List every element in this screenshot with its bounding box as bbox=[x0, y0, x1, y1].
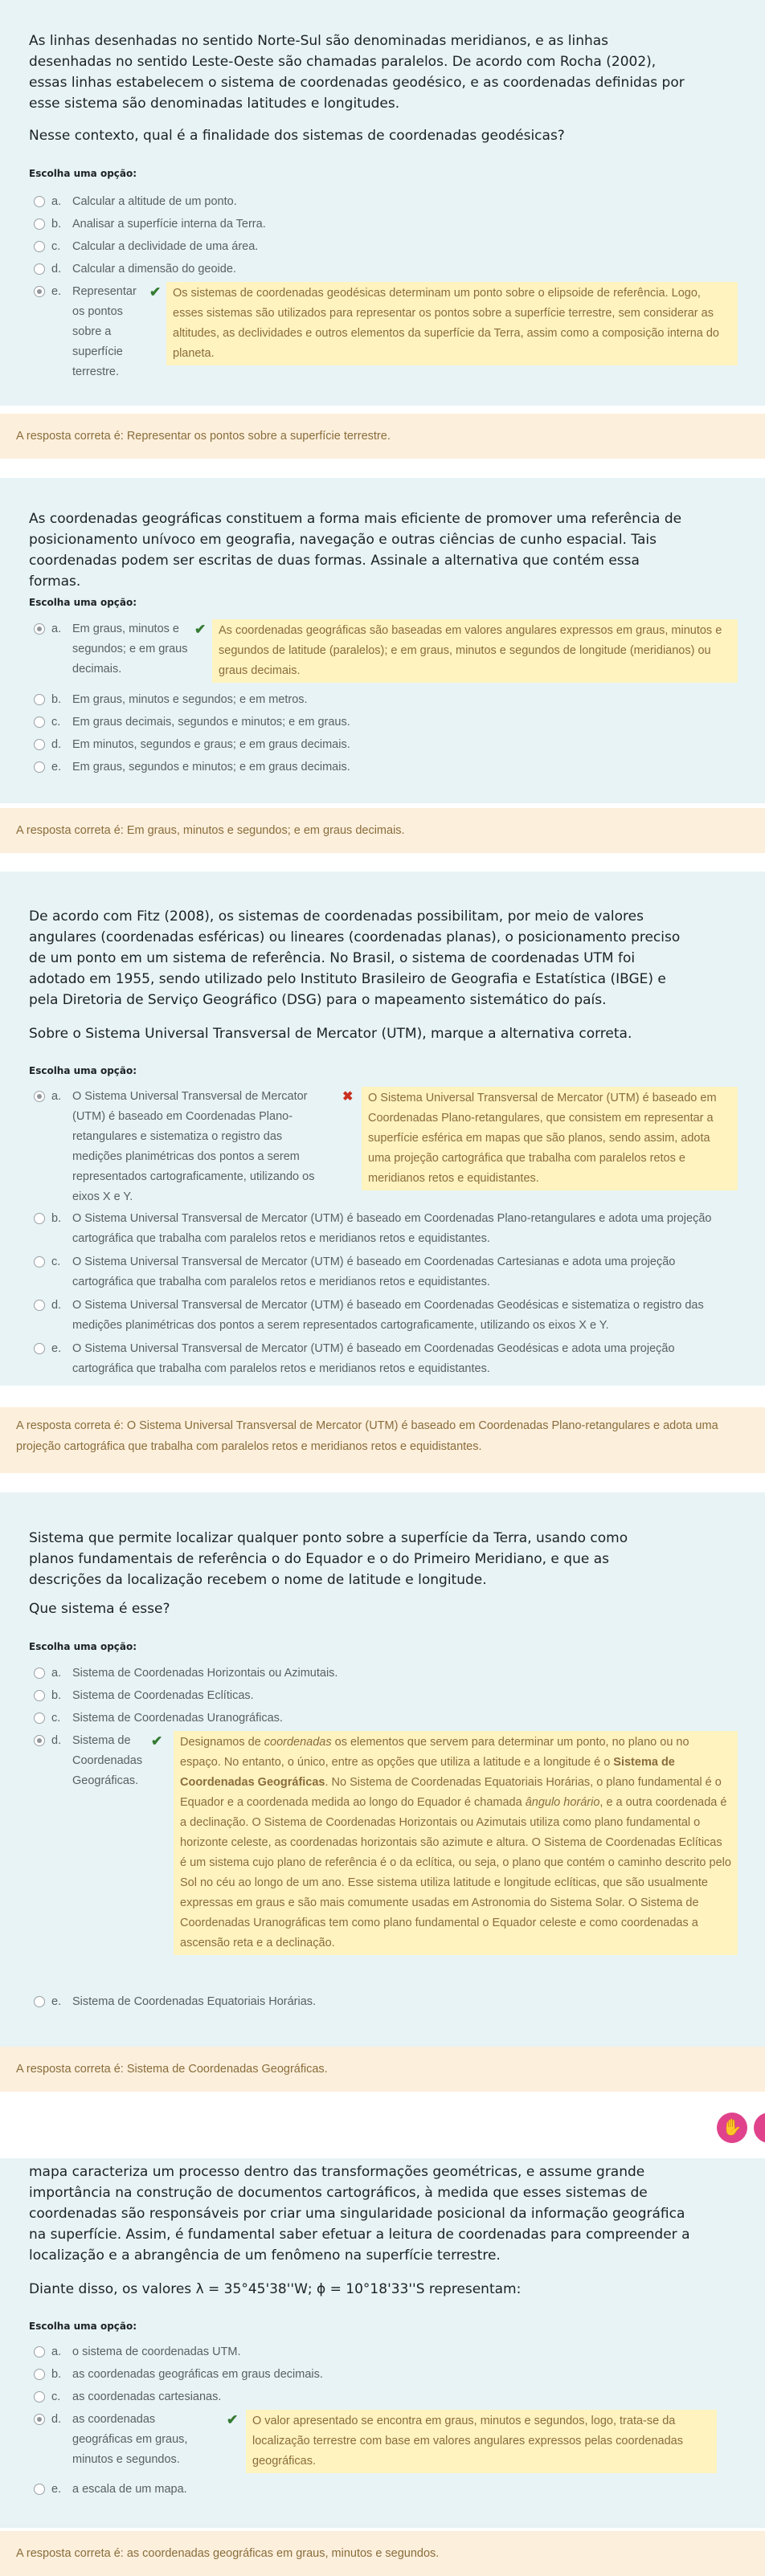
answer-prompt: Escolha uma opção: bbox=[29, 597, 137, 608]
sticky-navbar bbox=[0, 2094, 765, 2158]
radio-button[interactable] bbox=[34, 1996, 45, 2007]
answer-option-a[interactable] bbox=[0, 1087, 723, 1207]
option-text: Sistema de Coordenadas Horizontais ou Azimutais. bbox=[72, 1667, 338, 1680]
option-text: Em graus, minutos e segundos; e em graus decimais. bbox=[72, 623, 188, 676]
answer-prompt: Escolha uma opção: bbox=[29, 2321, 137, 2332]
option-letter: c. bbox=[51, 240, 61, 253]
option-letter: a. bbox=[51, 195, 62, 208]
option-feedback: Os sistemas de coordenadas geodésicas determinam um ponto sobre o elipsoide de referência. Logo, esses sistemas são utilizados para representar os pontos sobre a superfície terrestre, sem considerar as altitudes, as declividades e outros elementos da superfície da Terra, assim como a composição interna do planeta. bbox=[166, 282, 738, 365]
answer-option-e[interactable] bbox=[0, 282, 723, 382]
option-text: Sistema de Coordenadas Eclíticas. bbox=[72, 1689, 254, 1702]
option-text: Calcular a altitude de um ponto. bbox=[72, 195, 237, 208]
feedback-emphasis: coordenadas bbox=[264, 1736, 332, 1749]
option-text: Em minutos, segundos e graus; e em graus decimais. bbox=[72, 738, 350, 751]
answer-option-e[interactable] bbox=[0, 1992, 723, 2012]
radio-button[interactable] bbox=[34, 739, 45, 750]
question-5-formulation bbox=[0, 2158, 765, 2528]
option-text: Calcular a declividade de uma área. bbox=[72, 240, 259, 253]
answer-option-b[interactable] bbox=[0, 1209, 723, 1251]
option-letter: a. bbox=[51, 1090, 62, 1103]
feedback-emphasis: ângulo horário bbox=[525, 1796, 600, 1809]
answer-option-b[interactable] bbox=[0, 2365, 723, 2385]
option-text: as coordenadas geográficas em graus decimais. bbox=[72, 2368, 323, 2381]
option-text: O Sistema Universal Transversal de Mercator (UTM) é baseado em Coordenadas Geodésicas e sistematiza o registro das medições planimétricas dos pontos a serem representados cartograficamente, utilizando os eixos X e Y. bbox=[72, 1299, 704, 1332]
answer-prompt: Escolha uma opção: bbox=[29, 1065, 137, 1076]
option-letter: b. bbox=[51, 1689, 62, 1702]
right-answer-q3: A resposta correta é: O Sistema Universal Transversal de Mercator (UTM) é baseado em Coordenadas Plano-retangulares e adota uma projeção cartográfica que trabalha com paralelos retos e meridianos retos e equidistantes. bbox=[0, 1407, 765, 1473]
incorrect-cross-icon: ✖ bbox=[342, 1090, 354, 1104]
feedback-part: . No Sistema de Coordenadas Equatoriais Horárias, o plano fundamental é o Equador e a coordenada medida ao longo do Equador é chamada bbox=[180, 1776, 722, 1809]
radio-button[interactable] bbox=[34, 1713, 45, 1724]
option-letter: d. bbox=[51, 1299, 62, 1312]
option-letter: e. bbox=[51, 761, 62, 774]
answer-prompt: Escolha uma opção: bbox=[29, 168, 137, 179]
answer-option-c[interactable] bbox=[0, 237, 723, 257]
answer-option-a[interactable] bbox=[0, 2342, 723, 2362]
radio-button[interactable] bbox=[34, 1668, 45, 1679]
feedback-strong: Sistema de Coordenadas Geográficas bbox=[180, 1756, 675, 1789]
answer-option-e[interactable] bbox=[0, 2480, 723, 2500]
right-answer-q1: A resposta correta é: Representar os pontos sobre a superfície terrestre. bbox=[0, 414, 765, 459]
radio-button[interactable] bbox=[34, 1213, 45, 1224]
radio-button[interactable] bbox=[34, 1256, 45, 1268]
option-letter: e. bbox=[51, 1995, 62, 2008]
option-text: Em graus, segundos e minutos; e em graus decimais. bbox=[72, 761, 350, 774]
answer-option-d[interactable] bbox=[0, 1296, 723, 1337]
option-letter: b. bbox=[51, 218, 62, 231]
radio-button[interactable] bbox=[34, 716, 45, 728]
question-3-formulation bbox=[0, 872, 765, 1386]
option-feedback bbox=[174, 1731, 738, 1955]
radio-button[interactable] bbox=[34, 1690, 45, 1701]
right-answer-q4: A resposta correta é: Sistema de Coordenadas Geográficas. bbox=[0, 2047, 765, 2092]
question-2-formulation bbox=[0, 478, 765, 803]
question-1-text: As linhas desenhadas no sentido Norte-Sul são denominadas meridianos, e as linhas desenhadas no sentido Leste-Oeste são chamadas paralelos. De acordo com Rocha (2002), essas linhas estabelecem o sistema de coordenadas geodésico, e as coordenadas definidas por esse sistema são denominadas latitudes e longitudes. bbox=[29, 33, 685, 112]
radio-button[interactable] bbox=[34, 1343, 45, 1354]
option-letter: b. bbox=[51, 1212, 62, 1225]
option-text: Sistema de Coordenadas Geográficas. bbox=[72, 1734, 143, 1787]
answer-option-c[interactable] bbox=[0, 1252, 723, 1294]
answer-option-e[interactable] bbox=[0, 1339, 723, 1381]
radio-button[interactable] bbox=[34, 2369, 45, 2380]
option-letter: a. bbox=[51, 2345, 62, 2358]
option-letter: e. bbox=[51, 2483, 62, 2496]
question-5-prompt: Diante disso, os valores λ = 35°45'38''W; ϕ = 10°18'33''S representam: bbox=[29, 2281, 522, 2297]
option-letter: d. bbox=[51, 263, 62, 276]
option-feedback: As coordenadas geográficas são baseadas em valores angulares expressos em graus, minutos e segundos de latitude (paralelos); e em graus, minutos e segundos de longitude (meridianos) ou graus decimais. bbox=[212, 619, 738, 683]
option-letter: d. bbox=[51, 2413, 62, 2426]
feedback-part: , e a outra coordenada é a declinação. O Sistema de Coordenadas Horizontais ou Azimutais utiliza como plano fundamental o horizonte celeste, as coordenadas horizontais são azimute e altura. O Sistema de Coordenadas Eclíticas é um sistema cujo plano de referência é o da eclítica, ou seja, o plano que contém o caminho descrito pelo Sol no céu ao longo de um ano. Esse sistema utiliza latitude e longitude eclíticas, que são usualmente expressas em graus e são mais comumente usadas em Astronomia do Sistema Solar. O Sistema de Coordenadas Uranográficas tem como plano fundamental o Equador celeste e como coordenadas a ascensão reta e a declinação. bbox=[180, 1796, 731, 1949]
option-text: Representar os pontos sobre a superfície terrestre. bbox=[72, 285, 137, 378]
radio-button[interactable] bbox=[34, 263, 45, 275]
option-letter: a. bbox=[51, 1667, 62, 1680]
question-4-text: Sistema que permite localizar qualquer ponto sobre a superfície da Terra, usando como planos fundamentais de referência o do Equador e o do Primeiro Meridiano, e que as descrições da localização recebem o nome de latitude e longitude. bbox=[29, 1530, 628, 1588]
answer-option-e[interactable] bbox=[0, 757, 723, 778]
question-1-formulation bbox=[0, 0, 765, 406]
question-5-text: mapa caracteriza um processo dentro das transformações geométricas, e assume grande importância na construção de documentos cartográficos, à medida que esses sistemas de coordenadas são responsáveis por criar uma singularidade posicional da informação geográfica na superfície. Assim, é fundamental saber efetuar a leitura de coordenadas para compreender a localização e a abrangência de um fenômeno na superfície terrestre. bbox=[29, 2164, 690, 2264]
right-answer-q2: A resposta correta é: Em graus, minutos e segundos; e em graus decimais. bbox=[0, 808, 765, 853]
right-answer-q5: A resposta correta é: as coordenadas geográficas em graus, minutos e segundos. bbox=[0, 2531, 765, 2576]
radio-button-selected[interactable] bbox=[34, 1735, 45, 1746]
radio-button[interactable] bbox=[34, 241, 45, 252]
answer-option-a[interactable] bbox=[0, 1664, 723, 1684]
option-letter: d. bbox=[51, 738, 62, 751]
answer-prompt: Escolha uma opção: bbox=[29, 1641, 137, 1652]
option-feedback: O Sistema Universal Transversal de Mercator (UTM) é baseado em Coordenadas Plano-retangulares, que consistem em representar a superfície esférica em mapas que são planos, sendo assim, adota uma projeção cartográfica que trabalha com paralelos retos e meridianos retos e equidistantes. bbox=[362, 1087, 738, 1190]
answer-option-a[interactable] bbox=[0, 619, 723, 680]
radio-button[interactable] bbox=[34, 2346, 45, 2358]
answer-option-d[interactable] bbox=[0, 735, 723, 755]
feedback-part: os elementos que servem para determinar um ponto, no plano ou no espaço. No entanto, o único, entre as opções que utiliza a latitude e a longitude é o bbox=[180, 1736, 689, 1769]
correct-check-icon: ✔ bbox=[151, 1733, 163, 1749]
option-text: Sistema de Coordenadas Equatoriais Horárias. bbox=[72, 1995, 317, 2008]
radio-button[interactable] bbox=[34, 196, 45, 207]
radio-button-selected[interactable] bbox=[34, 1091, 45, 1102]
option-letter: c. bbox=[51, 1712, 61, 1725]
answer-option-a[interactable] bbox=[0, 192, 723, 212]
answer-option-c[interactable] bbox=[0, 2387, 723, 2407]
radio-button[interactable] bbox=[34, 1300, 45, 1311]
option-text: O Sistema Universal Transversal de Mercator (UTM) é baseado em Coordenadas Cartesianas e adota uma projeção cartográfica que trabalha com paralelos retos e meridianos retos e equidistantes. bbox=[72, 1255, 676, 1288]
radio-button[interactable] bbox=[34, 694, 45, 705]
hand-icon-button[interactable]: ✋ bbox=[717, 2113, 747, 2143]
correct-check-icon: ✔ bbox=[149, 284, 162, 300]
option-letter: c. bbox=[51, 1255, 61, 1268]
option-letter: a. bbox=[51, 623, 62, 635]
option-text: a escala de um mapa. bbox=[72, 2483, 187, 2496]
question-4-formulation bbox=[0, 1492, 765, 2047]
radio-button[interactable] bbox=[34, 218, 45, 230]
answer-option-b[interactable] bbox=[0, 214, 723, 235]
answer-option-c[interactable] bbox=[0, 712, 723, 733]
feedback-part: Designamos de bbox=[180, 1736, 264, 1749]
answer-option-c[interactable] bbox=[0, 1708, 723, 1729]
radio-button-selected[interactable] bbox=[34, 286, 45, 297]
option-letter: b. bbox=[51, 2368, 62, 2381]
question-4-prompt: Que sistema é esse? bbox=[29, 1601, 170, 1617]
option-text: as coordenadas cartesianas. bbox=[72, 2390, 222, 2403]
option-text: Sistema de Coordenadas Uranográficas. bbox=[72, 1712, 283, 1725]
option-text: O Sistema Universal Transversal de Mercator (UTM) é baseado em Coordenadas Plano-retangulares e sistematiza o registro das medições planimétricas dos pontos a serem representados cartograficamente, utilizando os eixos X e Y. bbox=[72, 1090, 315, 1203]
answer-option-b[interactable] bbox=[0, 690, 723, 710]
question-3-text: De acordo com Fitz (2008), os sistemas de coordenadas possibilitam, por meio de valores angulares (coordenadas esféricas) ou lineares (coordenadas planas), o posicionamento preciso de um ponto em um sistema de referência. No Brasil, o sistema de coordenadas UTM foi adotado em 1955, sendo utilizado pelo Instituto Brasileiro de Geografia e Estatística (IBGE) e pela Diretoria de Serviço Geográfico (DSG) para o mapeamento sistemático do país. bbox=[29, 908, 681, 1008]
option-letter: c. bbox=[51, 2390, 61, 2403]
radio-button[interactable] bbox=[34, 2484, 45, 2495]
option-text: o sistema de coordenadas UTM. bbox=[72, 2345, 241, 2358]
answer-option-b[interactable] bbox=[0, 1686, 723, 1706]
option-letter: b. bbox=[51, 693, 62, 706]
option-letter: e. bbox=[51, 285, 62, 298]
option-text: Calcular a dimensão do geoide. bbox=[72, 263, 236, 276]
question-2-text: As coordenadas geográficas constituem a forma mais eficiente de promover uma referência de posicionamento unívoco em geografia, navegação e outras ciências de cunho espacial. Tais coordenadas podem ser escritas de duas formas. Assinale a alternativa que contém essa formas. bbox=[29, 511, 682, 590]
option-text: O Sistema Universal Transversal de Mercator (UTM) é baseado em Coordenadas Plano-retangulares e adota uma projeção cartográfica que trabalha com paralelos retos e meridianos retos e equidistantes. bbox=[72, 1212, 712, 1245]
option-text: Em graus decimais, segundos e minutos; e em graus. bbox=[72, 716, 350, 729]
radio-button[interactable] bbox=[34, 2391, 45, 2402]
question-3-prompt: Sobre o Sistema Universal Transversal de Mercator (UTM), marque a alternativa correta. bbox=[29, 1026, 632, 1042]
correct-check-icon: ✔ bbox=[227, 2412, 239, 2427]
option-letter: c. bbox=[51, 716, 61, 729]
radio-button-selected[interactable] bbox=[34, 2414, 45, 2425]
answer-option-d[interactable] bbox=[0, 259, 723, 280]
option-text: as coordenadas geográficas em graus, minutos e segundos. bbox=[72, 2413, 188, 2466]
answer-option-d[interactable] bbox=[0, 2410, 723, 2470]
option-text: O Sistema Universal Transversal de Mercator (UTM) é baseado em Coordenadas Geodésicas e adota uma projeção cartográfica que trabalha com paralelos retos e meridianos retos e equidistantes. bbox=[72, 1342, 675, 1375]
option-feedback: O valor apresentado se encontra em graus, minutos e segundos, logo, trata-se da localização terrestre com base em valores angulares expressos pelas coordenadas geográficas. bbox=[246, 2410, 717, 2473]
question-1-prompt: Nesse contexto, qual é a finalidade dos sistemas de coordenadas geodésicas? bbox=[29, 128, 565, 144]
answer-option-d[interactable] bbox=[0, 1731, 731, 1988]
radio-button[interactable] bbox=[34, 761, 45, 773]
radio-button-selected[interactable] bbox=[34, 623, 45, 635]
option-letter: e. bbox=[51, 1342, 62, 1355]
option-letter: d. bbox=[51, 1734, 62, 1747]
option-text: Analisar a superfície interna da Terra. bbox=[72, 218, 266, 231]
option-text: Em graus, minutos e segundos; e em metros. bbox=[72, 693, 308, 706]
correct-check-icon: ✔ bbox=[194, 622, 207, 637]
